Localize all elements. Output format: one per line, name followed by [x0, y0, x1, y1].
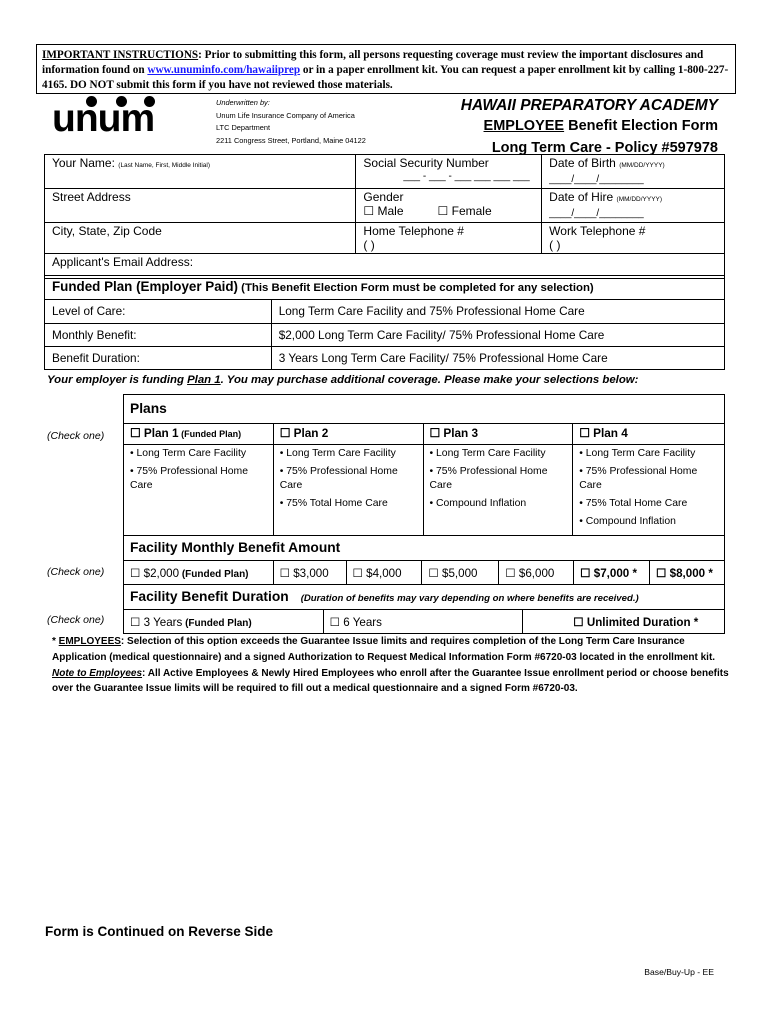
underwriter-department: LTC Department	[216, 123, 271, 132]
duration-3-years-label: ☐ 3 Years	[130, 615, 183, 629]
home-phone-blank: ( )	[363, 238, 375, 252]
name-field[interactable]	[45, 155, 356, 189]
funded-plan-table	[44, 275, 725, 370]
footnote-text-2: : All Active Employees & Newly Hired Employees who enroll after the Guarantee Issue enrollment period or choose benefits over the Guarantee Issue limits will be required to fill out a medical questionnaire and a signed Form #6720-03.	[52, 667, 729, 695]
policy-label: Long Term Care - Policy #597978	[491, 140, 718, 156]
benefit-2000-note: (Funded Plan)	[179, 568, 249, 580]
benefit-3000-option[interactable]: ☐ $3,000	[273, 561, 346, 585]
plan-feature: • 75% Total Home Care	[279, 498, 388, 509]
plan-3-option[interactable]	[423, 424, 573, 445]
form-code: Base/Buy-Up - EE	[644, 967, 714, 977]
plan-2-features	[273, 445, 423, 536]
plan-feature: • 75% Professional Home Care	[579, 466, 698, 491]
facility-duration-note: (Duration of benefits may vary depending on where benefits are received.)	[300, 593, 639, 604]
gender-field	[356, 189, 542, 223]
benefit-2000-option[interactable]	[124, 561, 274, 585]
work-phone-field[interactable]	[542, 223, 725, 254]
facility-duration-table	[123, 584, 725, 634]
doh-blank: ____/____/________	[549, 208, 644, 219]
plans-table	[123, 394, 725, 536]
funding-note-plan: Plan 1	[187, 374, 221, 386]
funded-plan-title: Funded Plan (Employer Paid)	[52, 279, 239, 294]
funded-plan-note: (This Benefit Election Form must be completed for any selection)	[238, 282, 594, 294]
benefit-7000-option[interactable]: ☐ $7,000 *	[574, 561, 650, 585]
duration-3-years-note: (Funded Plan)	[182, 617, 252, 629]
facility-benefit-heading: Facility Monthly Benefit Amount	[124, 536, 725, 561]
doh-field[interactable]	[542, 189, 725, 223]
email-label: Applicant's Email Address:	[52, 255, 194, 269]
footnote-text-1: : Selection of this option exceeds the Guarantee Issue limits and requires completion of the Long Term Care Insurance Application (medical questionnaire) and a signed Authorization to Request Medical Information Form #6720-03 located in the enrollment kit.	[52, 636, 716, 663]
enrollment-link[interactable]: www.unuminfo.com/hawaiiprep	[147, 64, 301, 76]
plan-feature: • 75% Professional Home Care	[130, 466, 248, 491]
instructions-lead: IMPORTANT INSTRUCTIONS	[42, 49, 199, 61]
home-phone-label: Home Telephone #	[363, 224, 464, 238]
plan-feature: • Long Term Care Facility	[130, 448, 247, 459]
duration-3-years-option[interactable]	[124, 610, 324, 634]
street-label: Street Address	[52, 190, 131, 204]
funding-note-pre: Your employer is funding	[47, 374, 188, 386]
benefit-2000-label: ☐ $2,000	[130, 566, 180, 580]
footnote-employees: EMPLOYEES	[58, 636, 121, 647]
street-field[interactable]	[45, 189, 356, 223]
unum-logo	[52, 96, 166, 140]
city-field[interactable]	[45, 223, 356, 254]
plans-heading: Plans	[124, 395, 725, 424]
duration-6-years-option[interactable]: ☐ 6 Years	[323, 610, 523, 634]
funding-note-post: . You may purchase additional coverage. Please make your selections below:	[220, 374, 639, 386]
underwriter-address: 2211 Congress Street, Portland, Maine 04122	[216, 135, 366, 145]
employee-label: EMPLOYEE	[483, 118, 565, 134]
important-instructions	[36, 44, 736, 94]
gender-label: Gender	[363, 190, 404, 204]
ssn-blank: ___ - ___ - ___ ___ ___ ___	[403, 171, 530, 182]
facility-duration-heading	[124, 585, 725, 610]
home-phone-field[interactable]	[356, 223, 542, 254]
plan-2-label: ☐ Plan 2	[279, 426, 329, 440]
name-label: Your Name:	[52, 156, 115, 170]
ssn-label: Social Security Number	[363, 156, 489, 170]
dob-field[interactable]	[542, 155, 725, 189]
ssn-field[interactable]	[356, 155, 542, 189]
dob-blank: ____/____/________	[549, 174, 644, 185]
plan-feature: • 75% Professional Home Care	[429, 466, 548, 491]
benefit-6000-option[interactable]: ☐ $6,000	[499, 561, 574, 585]
plan-1-note: (Funded Plan)	[178, 429, 242, 439]
work-phone-blank: ( )	[549, 238, 561, 252]
continued-label: Form is Continued on Reverse Side	[45, 924, 274, 939]
footnote-star: *	[52, 636, 59, 647]
plan-feature: • Long Term Care Facility	[429, 448, 546, 459]
plan-4-label: ☐ Plan 4	[579, 426, 628, 440]
plan-1-option[interactable]	[124, 424, 274, 445]
funded-plan-row-label: Level of Care:	[45, 300, 272, 324]
funded-plan-row-value: Long Term Care Facility and 75% Professional Home Care	[271, 300, 724, 324]
plan-3-features	[423, 445, 573, 536]
funded-plan-row-value: $2,000 Long Term Care Facility/ 75% Professional Home Care	[271, 324, 724, 347]
form-name-text: Benefit Election Form	[564, 118, 718, 134]
name-hint: (Last Name, First, Middle Initial)	[118, 162, 211, 169]
facility-duration-title: Facility Benefit Duration	[130, 589, 289, 604]
benefit-4000-option[interactable]: ☐ $4,000	[346, 561, 422, 585]
check-one-label: (Check one)	[47, 566, 105, 578]
check-one-label: (Check one)	[47, 430, 105, 442]
plan-feature: • 75% Total Home Care	[579, 498, 688, 509]
check-one-label: (Check one)	[47, 614, 105, 626]
plan-feature: • Long Term Care Facility	[579, 448, 696, 459]
work-phone-label: Work Telephone #	[549, 224, 646, 238]
plan-1-label: ☐ Plan 1	[130, 426, 179, 440]
plan-feature: • Compound Inflation	[429, 498, 527, 509]
underwriter-block	[216, 97, 366, 147]
doh-label: Date of Hire	[549, 190, 614, 204]
doh-hint: (MM/DD/YYYY)	[616, 196, 663, 203]
city-label: City, State, Zip Code	[52, 224, 162, 238]
plan-feature: • 75% Professional Home Care	[279, 466, 398, 491]
employees-footnote	[52, 634, 732, 697]
plan-feature: • Compound Inflation	[579, 516, 676, 527]
plan-2-option[interactable]	[273, 424, 423, 445]
form-name	[461, 116, 718, 137]
plan-feature: • Long Term Care Facility	[279, 448, 396, 459]
organization-name: HAWAII PREPARATORY ACADEMY	[460, 97, 718, 114]
male-checkbox[interactable]: ☐ Male	[363, 204, 404, 218]
benefit-8000-option[interactable]: ☐ $8,000 *	[650, 561, 725, 585]
footnote-note-to: Note to Employees	[52, 667, 143, 679]
applicant-info-table	[44, 154, 725, 279]
dob-hint: (MM/DD/YYYY)	[619, 162, 665, 169]
plan-4-features	[573, 445, 725, 536]
logo-word: unum	[52, 97, 155, 140]
funded-plan-row-label: Benefit Duration:	[45, 347, 272, 370]
plan-1-features	[124, 445, 274, 536]
plan-4-option[interactable]	[573, 424, 725, 445]
funded-plan-row-value: 3 Years Long Term Care Facility/ 75% Professional Home Care	[271, 347, 724, 370]
funding-note	[47, 374, 638, 386]
instructions-text-2: or in a paper enrollment kit. You can request a paper enrollment kit by calling 1-800-227-4165. DO NOT submit this form if you have not reviewed those materials.	[42, 64, 729, 91]
form-title	[461, 96, 718, 159]
female-checkbox[interactable]: ☐ Female	[437, 204, 492, 218]
funded-plan-row-label: Monthly Benefit:	[45, 324, 272, 347]
dob-label: Date of Birth	[549, 156, 616, 170]
benefit-5000-option[interactable]: ☐ $5,000	[422, 561, 499, 585]
duration-unlimited-option[interactable]: ☐ Unlimited Duration *	[523, 610, 725, 634]
funded-plan-heading	[45, 276, 725, 300]
instructions-text-1: : Prior to submitting this form, all persons requesting coverage must review the important disclosures and information found on	[42, 49, 704, 76]
underwriter-label: Underwritten by:	[216, 98, 270, 107]
plan-3-label: ☐ Plan 3	[429, 426, 479, 440]
underwriter-company: Unum Life Insurance Company of America	[216, 110, 355, 120]
facility-benefit-table	[123, 535, 725, 585]
